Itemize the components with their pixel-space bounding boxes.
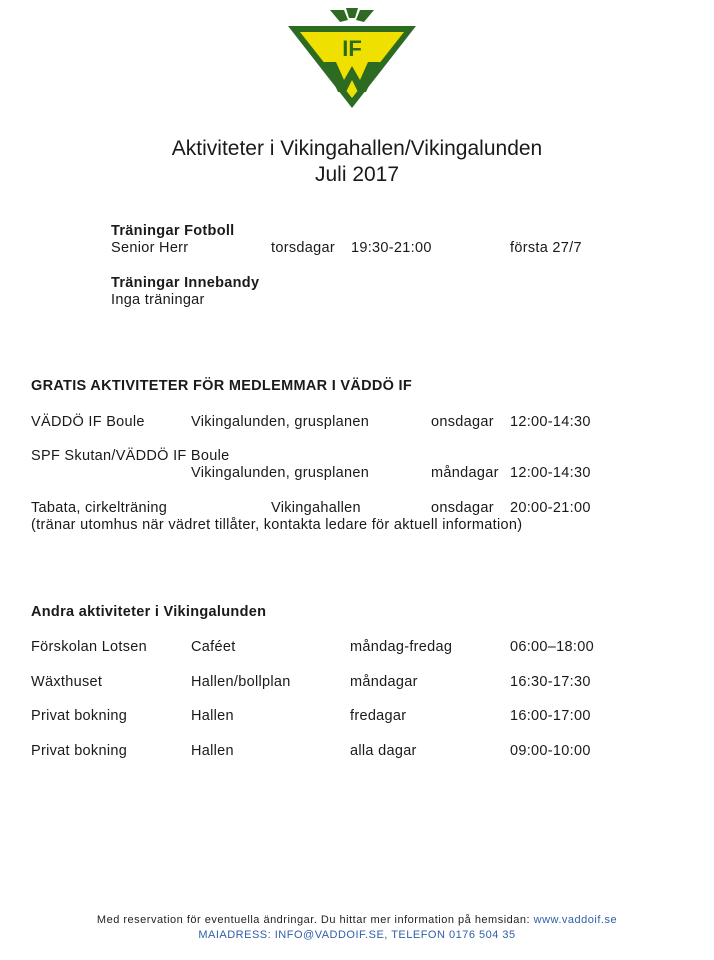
spf-name: SPF Skutan/VÄDDÖ IF Boule <box>31 448 230 464</box>
tabata-day: onsdagar <box>431 500 494 516</box>
spf-time: 12:00-14:30 <box>510 465 591 481</box>
other-row-time: 09:00-10:00 <box>510 743 591 759</box>
innebandy-text: Inga träningar <box>111 292 205 308</box>
tabata-time: 20:00-21:00 <box>510 500 591 516</box>
tabata-name: Tabata, cirkelträning <box>31 500 168 516</box>
club-logo-icon <box>286 4 418 110</box>
other-row-place: Hallen <box>191 743 234 759</box>
other-row-day: alla dagar <box>350 743 417 759</box>
footer-text: Med reservation för eventuella ändringar. Du hittar mer information på hemsidan: <box>96 914 531 926</box>
logo-text: IF <box>342 36 362 61</box>
page-subtitle: Juli 2017 <box>314 163 400 186</box>
footer-line1 <box>0 914 714 926</box>
website-link[interactable]: www.vaddoif.se <box>533 914 618 926</box>
boule-time: 12:00-14:30 <box>510 414 591 430</box>
other-row-time: 16:30-17:30 <box>510 674 591 690</box>
spf-day: måndagar <box>431 465 499 481</box>
other-row-place: Hallen <box>191 708 234 724</box>
tabata-place: Vikingahallen <box>271 500 361 516</box>
football-heading: Träningar Fotboll <box>111 223 235 239</box>
free-heading: GRATIS AKTIVITETER FÖR MEDLEMMAR I VÄDDÖ IF <box>31 378 413 394</box>
page-title: Aktiviteter i Vikingahallen/Vikingalunden <box>171 137 543 160</box>
other-row-name: Privat bokning <box>31 708 128 724</box>
other-row-place: Caféet <box>191 639 236 655</box>
other-row-name: Privat bokning <box>31 743 128 759</box>
other-row-day: måndag-fredag <box>350 639 453 655</box>
other-row-day: fredagar <box>350 708 407 724</box>
boule-name: VÄDDÖ IF Boule <box>31 414 145 430</box>
football-note: första 27/7 <box>510 240 582 256</box>
football-time: 19:30-21:00 <box>351 240 432 256</box>
footer-contact: MAIADRESS: INFO@VADDOIF.SE, TELEFON 0176 504 35 <box>198 929 516 941</box>
football-name: Senior Herr <box>111 240 189 256</box>
other-row-time: 06:00–18:00 <box>510 639 594 655</box>
spf-place: Vikingalunden, grusplanen <box>191 465 370 481</box>
innebandy-heading: Träningar Innebandy <box>111 275 260 291</box>
other-row-place: Hallen/bollplan <box>191 674 291 690</box>
football-day: torsdagar <box>271 240 335 256</box>
other-heading: Andra aktiviteter i Vikingalunden <box>31 604 267 620</box>
other-row-time: 16:00-17:00 <box>510 708 591 724</box>
boule-day: onsdagar <box>431 414 494 430</box>
other-row-name: Förskolan Lotsen <box>31 639 148 655</box>
other-row-name: Wäxthuset <box>31 674 103 690</box>
boule-place: Vikingalunden, grusplanen <box>191 414 370 430</box>
other-row-day: måndagar <box>350 674 418 690</box>
tabata-note: (tränar utomhus när vädret tillåter, kontakta ledare för aktuell information) <box>31 517 523 533</box>
